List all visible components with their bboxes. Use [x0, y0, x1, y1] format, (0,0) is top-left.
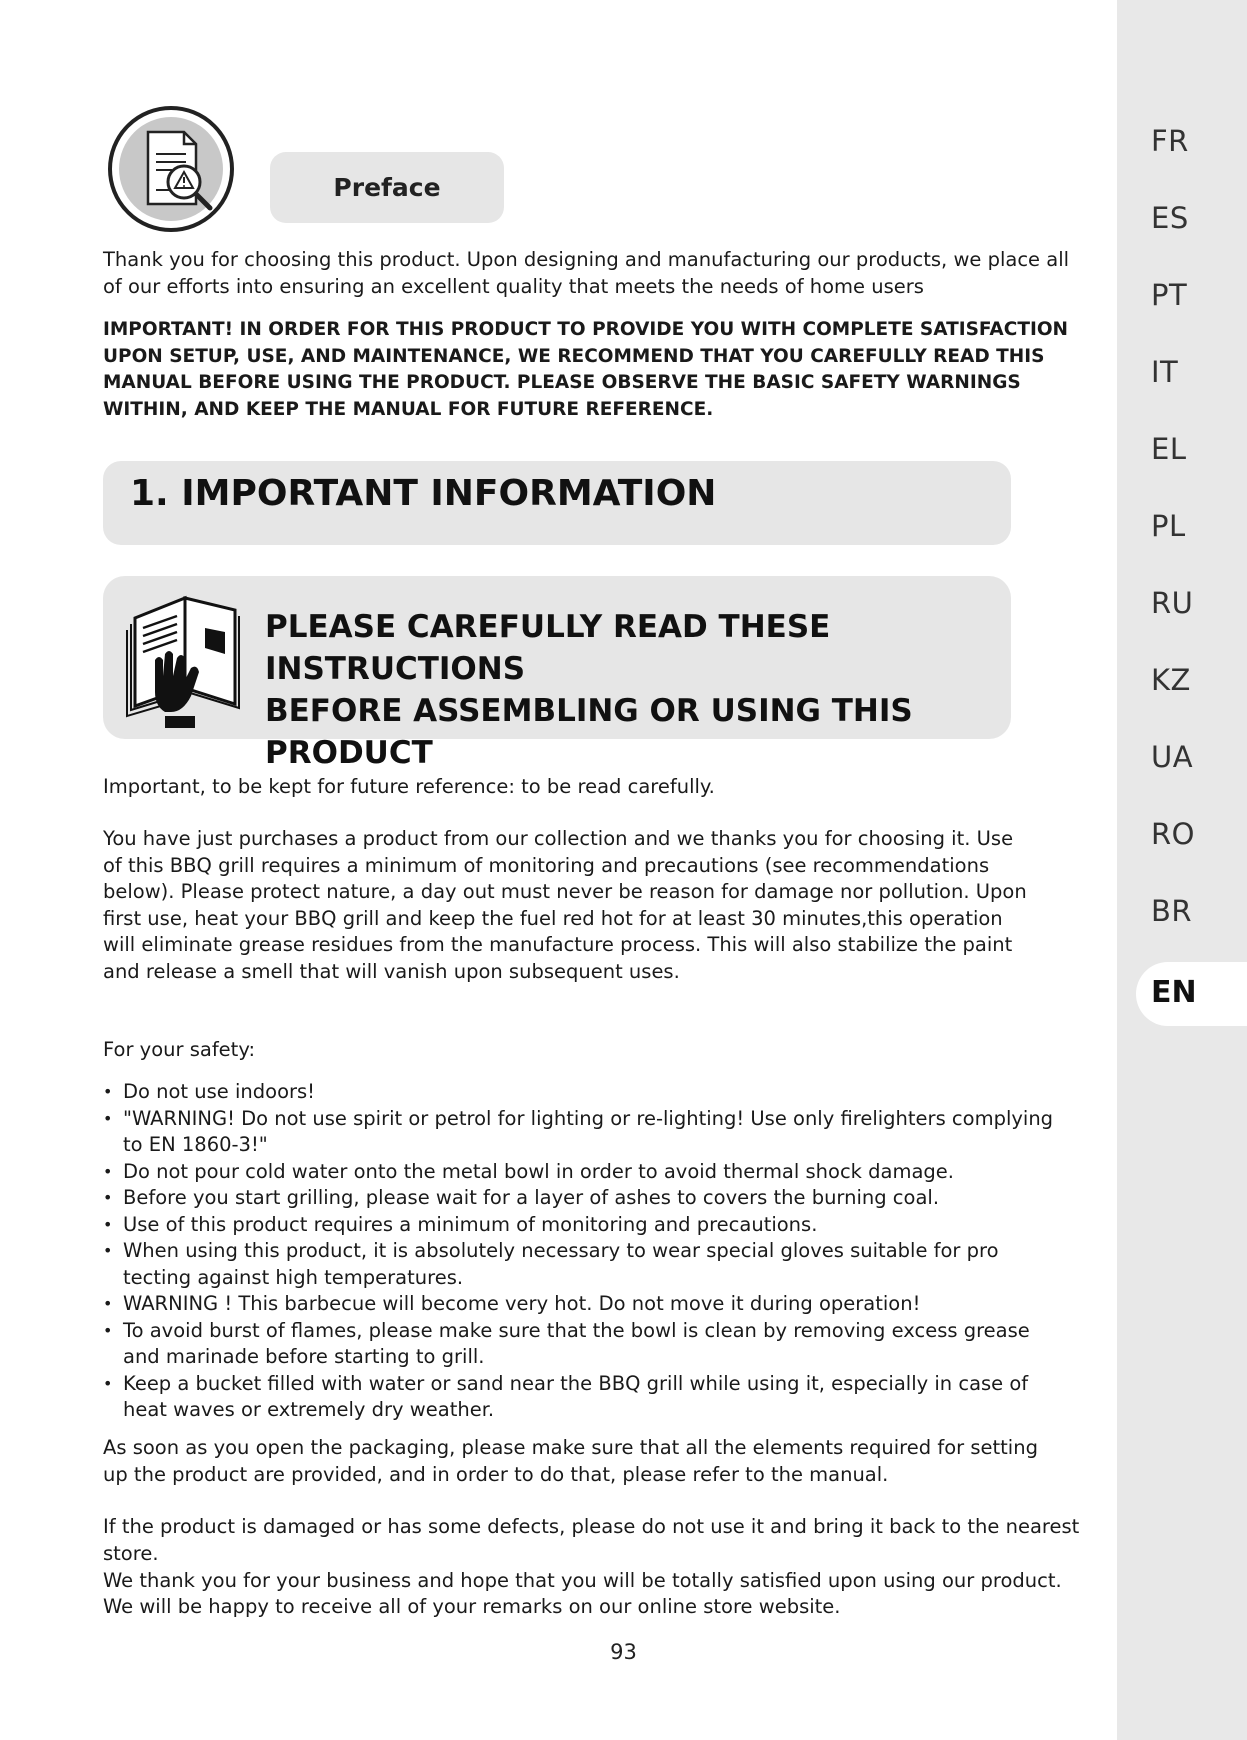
- read-instructions-text: [265, 606, 1011, 774]
- lang-tab-en-label: EN: [1151, 975, 1197, 1010]
- section-title: 1. IMPORTANT INFORMATION: [130, 473, 717, 514]
- lang-tab-ro[interactable]: RO: [1151, 817, 1195, 851]
- packaging-note: As soon as you open the packaging, please make sure that all the elements required for setting up the product are provided, and in order to do that, please refer to the manual.: [103, 1436, 1038, 1486]
- list-item: • Do not pour cold water onto the metal bowl in order to avoid thermal shock damage.: [103, 1159, 1063, 1186]
- warning-line-1: PLEASE CAREFULLY READ THESE INSTRUCTIONS: [265, 609, 831, 687]
- list-item: • To avoid burst of flames, please make sure that the bowl is clean by removing excess grease and marinade before starting to grill.: [103, 1318, 1063, 1371]
- list-item: • Before you start grilling, please wait for a layer of ashes to covers the burning coal.: [103, 1185, 1063, 1212]
- lang-tab-el[interactable]: EL: [1151, 432, 1187, 466]
- lang-tab-it[interactable]: IT: [1151, 355, 1179, 389]
- list-item: • WARNING ! This barbecue will become very hot. Do not move it during operation!: [103, 1291, 1063, 1318]
- list-item: • "WARNING! Do not use spirit or petrol for lighting or re-lighting! Use only firelighters complying to EN 1860-3!": [103, 1106, 1063, 1159]
- lang-tab-kz[interactable]: KZ: [1151, 663, 1191, 697]
- lang-tab-br[interactable]: BR: [1151, 894, 1193, 928]
- preface-intro: Thank you for choosing this product. Upon designing and manufacturing our products, we place all of our efforts into ensuring an excellent quality that meets the needs of home users: [103, 248, 1070, 298]
- lang-tab-ru[interactable]: RU: [1151, 586, 1194, 620]
- list-item: • When using this product, it is absolutely necessary to wear special gloves suitable for pro tecting against high temperatures.: [103, 1238, 1063, 1291]
- page-number: 93: [610, 1640, 637, 1664]
- lang-tab-pl[interactable]: PL: [1151, 509, 1186, 543]
- warning-line-2: BEFORE ASSEMBLING OR USING THIS PRODUCT: [265, 693, 913, 771]
- preface-title: Preface: [270, 152, 504, 223]
- lang-tab-pt[interactable]: PT: [1151, 278, 1188, 312]
- important-notice: IMPORTANT! IN ORDER FOR THIS PRODUCT TO PROVIDE YOU WITH COMPLETE SATISFACTION UPON SETUP, USE, AND MAINTENANCE, WE RECOMMEND THAT YOU CAREFULLY READ THIS MANUAL BEFORE USING THE PRODUCT. PLEASE OBSERVE THE BASIC SAFETY WARNINGS WITHIN, AND KEEP THE MANUAL FOR FUTURE REFERENCE.: [103, 319, 1069, 420]
- list-item: • Use of this product requires a minimum of monitoring and precautions.: [103, 1212, 1063, 1239]
- lang-tab-es[interactable]: ES: [1151, 201, 1189, 235]
- list-item: • Keep a bucket filled with water or sand near the BBQ grill while using it, especially in case of heat waves or extremely dry weather.: [103, 1371, 1063, 1424]
- damaged-note: If the product is damaged or has some defects, please do not use it and bring it back to the nearest store.: [103, 1515, 1080, 1565]
- keep-note: Important, to be kept for future reference: to be read carefully.: [103, 775, 715, 798]
- read-instructions-box: [103, 576, 1011, 771]
- thanks-line-2: We will be happy to receive all of your remarks on our online store website.: [103, 1595, 841, 1618]
- lang-tab-ua[interactable]: UA: [1151, 740, 1194, 774]
- manual-hand-icon: [125, 588, 255, 728]
- language-sidebar: [1117, 0, 1247, 1740]
- lang-tab-en-active[interactable]: [1136, 962, 1247, 1026]
- list-item: • Do not use indoors!: [103, 1079, 1063, 1106]
- document-warning-icon: [106, 104, 236, 234]
- intro-paragraph: You have just purchases a product from our collection and we thanks you for choosing it. Use of this BBQ grill requires a minimum of monitoring and precautions (see recommendations below). Please protect nature, a day out must never be reason for damage nor pollution. Upon first use, heat your BBQ grill and keep the fuel red hot for at least 30 minutes,this operation will eliminate grease residues from the manufacture process. This will also stabilize the paint and release a smell that will vanish upon subsequent uses.: [103, 827, 1027, 983]
- safety-list: [103, 1079, 1063, 1424]
- lang-tab-fr[interactable]: FR: [1151, 124, 1189, 158]
- safety-heading: For your safety:: [103, 1038, 256, 1061]
- section-heading-bar: [103, 461, 1011, 545]
- thanks-line-1: We thank you for your business and hope that you will be totally satisfied upon using our product.: [103, 1569, 1062, 1592]
